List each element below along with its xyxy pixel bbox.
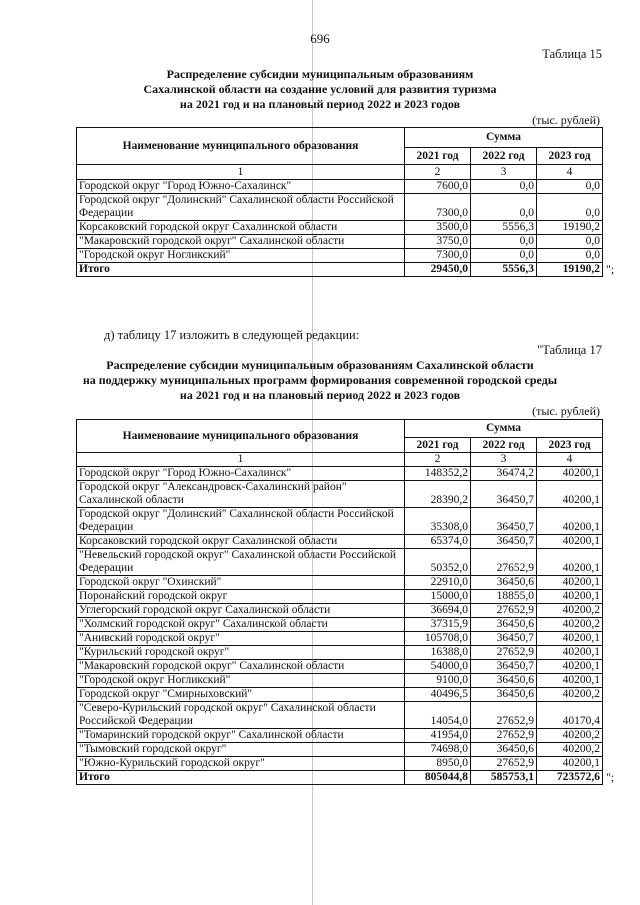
municipality-name: Корсаковский городской округ Сахалинской области [77, 221, 405, 235]
amount-2021: 105708,0 [405, 632, 471, 646]
table15-label: Таблица 15 [542, 47, 602, 61]
header-year: 2021 год [405, 438, 471, 453]
total-label: Итого [77, 263, 405, 277]
column-number: 1 [77, 165, 405, 180]
table-row [77, 249, 603, 263]
amount-2022: 27652,9 [471, 757, 537, 771]
column-number: 3 [471, 453, 537, 467]
total-2023: 19190,2 [537, 263, 603, 277]
amount-2022: 36450,6 [471, 743, 537, 757]
column-number: 3 [471, 165, 537, 180]
amount-2021: 148352,2 [405, 467, 471, 481]
table-row [77, 660, 603, 674]
amount-2022: 27652,9 [471, 702, 537, 729]
table17 [76, 419, 603, 785]
table-row [77, 632, 603, 646]
amount-2021: 41954,0 [405, 729, 471, 743]
column-number: 1 [77, 453, 405, 467]
amount-2021: 9100,0 [405, 674, 471, 688]
table-row [77, 180, 603, 194]
municipality-name: Городской округ "Город Южно-Сахалинск" [77, 180, 405, 194]
table-row [77, 576, 603, 590]
table-row [77, 194, 603, 221]
total-2021: 805044,8 [405, 771, 471, 785]
table-row [77, 757, 603, 771]
municipality-name: "Курильский городской округ" [77, 646, 405, 660]
amount-2023: 0,0 [537, 235, 603, 249]
header-name: Наименование муниципального образования [77, 420, 405, 453]
table17-closing-quote: "; [606, 770, 615, 784]
total-2023: 723572,6 [537, 771, 603, 785]
table-row [77, 674, 603, 688]
amount-2022: 36450,7 [471, 660, 537, 674]
table-row [77, 535, 603, 549]
amount-2022: 36450,6 [471, 674, 537, 688]
amount-2021: 74698,0 [405, 743, 471, 757]
table-row [77, 549, 603, 576]
amount-2022: 0,0 [471, 180, 537, 194]
table-row [77, 604, 603, 618]
table-row [77, 590, 603, 604]
amount-2023: 40200,1 [537, 590, 603, 604]
amount-2022: 0,0 [471, 235, 537, 249]
amount-2022: 27652,9 [471, 646, 537, 660]
amount-2023: 40200,1 [537, 757, 603, 771]
amount-2023: 0,0 [537, 194, 603, 221]
municipality-name: Поронайский городской округ [77, 590, 405, 604]
amount-2022: 27652,9 [471, 604, 537, 618]
table17-title-line: на поддержку муниципальных программ формирования современной городской среды [82, 373, 558, 387]
municipality-name: Городской округ "Смирныховский" [77, 688, 405, 702]
table-row [77, 467, 603, 481]
amount-2023: 40200,1 [537, 535, 603, 549]
table15-units: (тыс. рублей) [532, 113, 600, 127]
header-sum: Сумма [405, 420, 603, 438]
municipality-name: Углегорский городской округ Сахалинской области [77, 604, 405, 618]
municipality-name: "Тымовский городской округ" [77, 743, 405, 757]
amount-2022: 36450,7 [471, 481, 537, 508]
amount-2021: 15000,0 [405, 590, 471, 604]
table-row [77, 618, 603, 632]
municipality-name: "Макаровский городской округ" Сахалинской области [77, 660, 405, 674]
municipality-name: "Городской округ Ногликский" [77, 249, 405, 263]
table17-title [0, 358, 640, 403]
amount-2022: 36450,6 [471, 576, 537, 590]
amount-2021: 8950,0 [405, 757, 471, 771]
amount-2022: 0,0 [471, 249, 537, 263]
amount-2023: 40200,1 [537, 508, 603, 535]
amount-2021: 54000,0 [405, 660, 471, 674]
amount-2022: 27652,9 [471, 729, 537, 743]
municipality-name: "Холмский городской округ" Сахалинской области [77, 618, 405, 632]
amount-2022: 36450,6 [471, 618, 537, 632]
municipality-name: Корсаковский городской округ Сахалинской области [77, 535, 405, 549]
amount-2023: 40170,4 [537, 702, 603, 729]
total-2022: 585753,1 [471, 771, 537, 785]
table-row [77, 688, 603, 702]
header-year: 2023 год [537, 438, 603, 453]
table-row [77, 481, 603, 508]
amount-2022: 36474,2 [471, 467, 537, 481]
amount-2021: 14054,0 [405, 702, 471, 729]
amendment-note: д) таблицу 17 изложить в следующей редакции: [104, 328, 360, 342]
table-row [77, 221, 603, 235]
amount-2022: 0,0 [471, 194, 537, 221]
amount-2023: 40200,2 [537, 618, 603, 632]
column-number: 4 [537, 165, 603, 180]
amount-2023: 40200,1 [537, 646, 603, 660]
header-name: Наименование муниципального образования [77, 128, 405, 165]
table-row [77, 729, 603, 743]
table15-title [0, 67, 640, 112]
amount-2022: 36450,7 [471, 508, 537, 535]
table-row [77, 235, 603, 249]
amount-2021: 40496,5 [405, 688, 471, 702]
municipality-name: "Южно-Курильский городской округ" [77, 757, 405, 771]
header-year: 2023 год [537, 148, 603, 165]
column-number: 4 [537, 453, 603, 467]
amount-2022: 36450,7 [471, 535, 537, 549]
amount-2021: 7600,0 [405, 180, 471, 194]
municipality-name: Городской округ "Александровск-Сахалинский район" Сахалинской области [77, 481, 405, 508]
amount-2021: 3750,0 [405, 235, 471, 249]
amount-2023: 40200,2 [537, 604, 603, 618]
amount-2021: 7300,0 [405, 249, 471, 263]
amount-2022: 36450,6 [471, 688, 537, 702]
amount-2023: 40200,2 [537, 729, 603, 743]
table17-label: "Таблица 17 [537, 343, 602, 357]
total-row [77, 771, 603, 785]
municipality-name: Городской округ "Охинский" [77, 576, 405, 590]
amount-2023: 40200,1 [537, 481, 603, 508]
total-2022: 5556,3 [471, 263, 537, 277]
amount-2023: 40200,2 [537, 688, 603, 702]
table15-title-line: Распределение субсидии муниципальным образованиям [166, 67, 474, 81]
amount-2021: 16388,0 [405, 646, 471, 660]
amount-2022: 27652,9 [471, 549, 537, 576]
header-year: 2022 год [471, 438, 537, 453]
header-year: 2022 год [471, 148, 537, 165]
table-row [77, 646, 603, 660]
page-number: 696 [310, 31, 330, 46]
municipality-name: Городской округ "Долинский" Сахалинской области Российской Федерации [77, 194, 405, 221]
municipality-name: "Томаринский городской округ" Сахалинской области [77, 729, 405, 743]
municipality-name: "Макаровский городской округ" Сахалинской области [77, 235, 405, 249]
amount-2023: 19190,2 [537, 221, 603, 235]
municipality-name: "Невельский городской округ" Сахалинской области Российской Федерации [77, 549, 405, 576]
amount-2021: 65374,0 [405, 535, 471, 549]
municipality-name: "Анивский городской округ" [77, 632, 405, 646]
table17-title-line: на 2021 год и на плановый период 2022 и 2023 годов [179, 388, 461, 402]
amount-2023: 0,0 [537, 249, 603, 263]
total-row [77, 263, 603, 277]
column-number: 2 [405, 453, 471, 467]
table15-closing-quote: "; [606, 262, 615, 276]
total-2021: 29450,0 [405, 263, 471, 277]
amount-2023: 40200,1 [537, 467, 603, 481]
municipality-name: "Северо-Курильский городской округ" Сахалинской области Российской Федерации [77, 702, 405, 729]
table17-units: (тыс. рублей) [532, 404, 600, 418]
header-sum: Сумма [405, 128, 603, 148]
amount-2023: 0,0 [537, 180, 603, 194]
amount-2023: 40200,1 [537, 576, 603, 590]
amount-2022: 18855,0 [471, 590, 537, 604]
amount-2021: 28390,2 [405, 481, 471, 508]
amount-2021: 37315,9 [405, 618, 471, 632]
amount-2022: 5556,3 [471, 221, 537, 235]
table17-title-line: Распределение субсидии муниципальным образованиям Сахалинской области [106, 358, 534, 372]
table15-title-line: Сахалинской области на создание условий для развития туризма [143, 82, 497, 96]
header-year: 2021 год [405, 148, 471, 165]
amount-2021: 36694,0 [405, 604, 471, 618]
amount-2023: 40200,1 [537, 660, 603, 674]
amount-2021: 7300,0 [405, 194, 471, 221]
column-number: 2 [405, 165, 471, 180]
table-row [77, 743, 603, 757]
table-row [77, 702, 603, 729]
municipality-name: Городской округ "Долинский" Сахалинской области Российской Федерации [77, 508, 405, 535]
table15 [76, 127, 603, 277]
amount-2023: 40200,1 [537, 674, 603, 688]
amount-2023: 40200,1 [537, 632, 603, 646]
total-label: Итого [77, 771, 405, 785]
amount-2022: 36450,7 [471, 632, 537, 646]
amount-2023: 40200,1 [537, 549, 603, 576]
table-row [77, 508, 603, 535]
amount-2021: 35308,0 [405, 508, 471, 535]
amount-2023: 40200,2 [537, 743, 603, 757]
amount-2021: 22910,0 [405, 576, 471, 590]
municipality-name: "Городской округ Ногликский" [77, 674, 405, 688]
amount-2021: 50352,0 [405, 549, 471, 576]
municipality-name: Городской округ "Город Южно-Сахалинск" [77, 467, 405, 481]
table15-title-line: на 2021 год и на плановый период 2022 и 2023 годов [179, 97, 461, 111]
amount-2021: 3500,0 [405, 221, 471, 235]
